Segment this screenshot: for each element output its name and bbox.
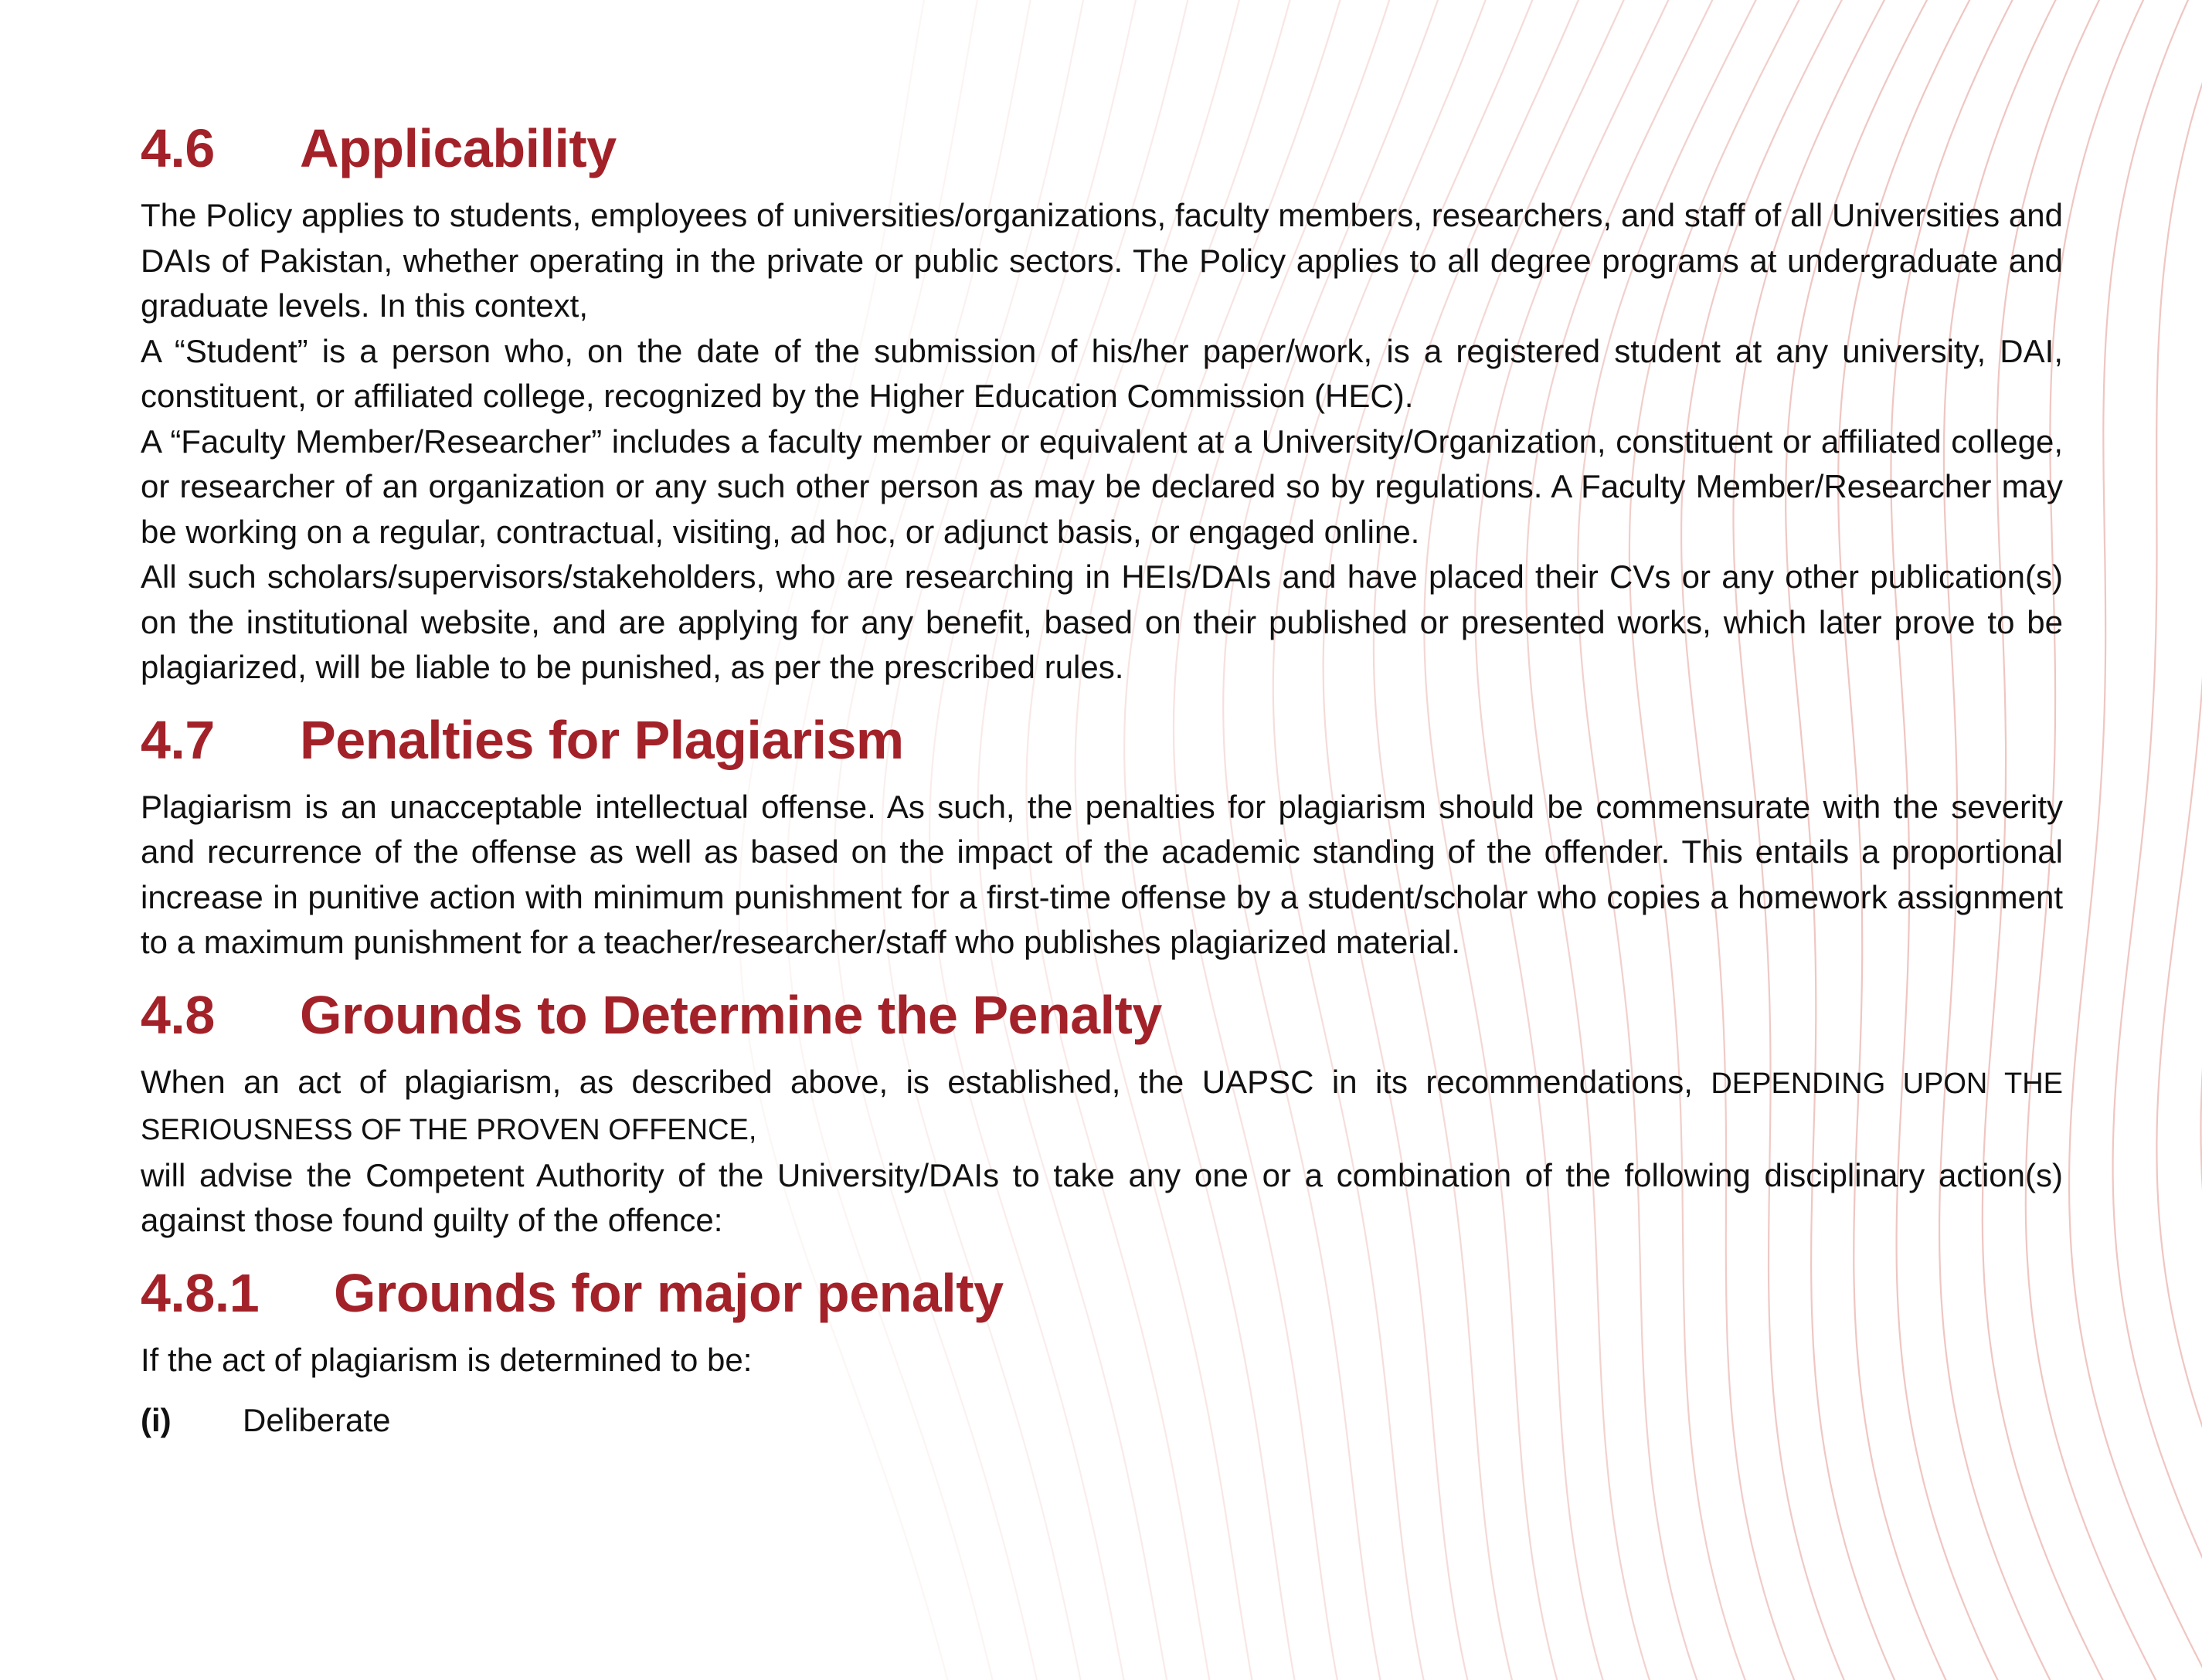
section-body-4-6 <box>141 193 2063 691</box>
background-wave-line <box>2069 0 2202 1680</box>
list-marker: (i) <box>141 1402 172 1438</box>
document-page <box>141 116 2063 1443</box>
section-body-4-7 <box>141 785 2063 966</box>
paragraph: All such scholars/supervisors/stakeholders, who are researching in HEIs/DAIs and have placed their CVs or any other publication(s) on the institutional website, and are applying for any benefit, based on their published or presented works, which later prove to be plagiarized, will be liable to be punished, as per the prescribed rules. <box>141 558 2063 685</box>
list-item <box>141 1398 2063 1443</box>
list-item-text: Deliberate <box>243 1402 391 1438</box>
section-number: 4.7 <box>141 709 215 770</box>
section-title: Grounds to Determine the Penalty <box>300 984 1162 1045</box>
section-body-4-8-1 <box>141 1338 2063 1444</box>
paragraph: A “Faculty Member/Researcher” includes a faculty member or equivalent at a University/Organization, constituent or affiliated college, or researcher of an organization or any such other person as may be declared so by regulations. A Faculty Member/Researcher may be working on a regular, contractual, visiting, ad hoc, or adjunct basis, or engaged online. <box>141 423 2063 550</box>
paragraph: Plagiarism is an unacceptable intellectual offense. As such, the penalties for plagiarism should be commensurate with the severity and recurrence of the offense as well as based on the impact of the academic standing of the offender. This entails a proportional increase in punitive action with minimum punishment for a first-time offense by a student/scholar who copies a homework assignment to a maximum punishment for a teacher/researcher/staff who publishes plagiarized material. <box>141 788 2063 960</box>
paragraph <box>141 1060 2063 1153</box>
section-heading-4-6 <box>141 116 2063 181</box>
paragraph-caps-text: DEPENDING UPON THE SERIOUSNESS OF THE PROVEN OFFENCE, <box>141 1067 2064 1146</box>
paragraph: If the act of plagiarism is determined to be: <box>141 1341 753 1378</box>
section-number: 4.8.1 <box>141 1262 260 1323</box>
paragraph: The Policy applies to students, employees of universities/organizations, faculty members, researchers, and staff of all Universities and DAIs of Pakistan, whether operating in the private or public sectors. The Policy applies to all degree programs at undergraduate and graduate levels. In this context, <box>141 197 2063 324</box>
section-title: Applicability <box>300 118 617 178</box>
background-wave-line <box>2113 0 2202 1680</box>
paragraph: will advise the Competent Authority of the University/DAIs to take any one or a combination of the following disciplinary action(s) against those found guilty of the offence: <box>141 1156 2063 1238</box>
paragraph: A “Student” is a person who, on the date of the submission of his/her paper/work, is a registered student at any university, DAI, constituent, or affiliated college, recognized by the Higher Education Commission (HEC). <box>141 332 2063 414</box>
background-wave-line <box>2156 0 2202 1680</box>
paragraph-text: When an act of plagiarism, as described above, is established, the UAPSC in its recommendations, <box>141 1063 1693 1100</box>
section-body-4-8 <box>141 1060 2063 1244</box>
section-heading-4-7 <box>141 708 2063 772</box>
section-number: 4.8 <box>141 984 215 1045</box>
section-number: 4.6 <box>141 118 215 178</box>
section-title: Grounds for major penalty <box>334 1262 1004 1323</box>
section-heading-4-8 <box>141 983 2063 1047</box>
section-title: Penalties for Plagiarism <box>300 709 904 770</box>
section-heading-4-8-1 <box>141 1261 2063 1325</box>
